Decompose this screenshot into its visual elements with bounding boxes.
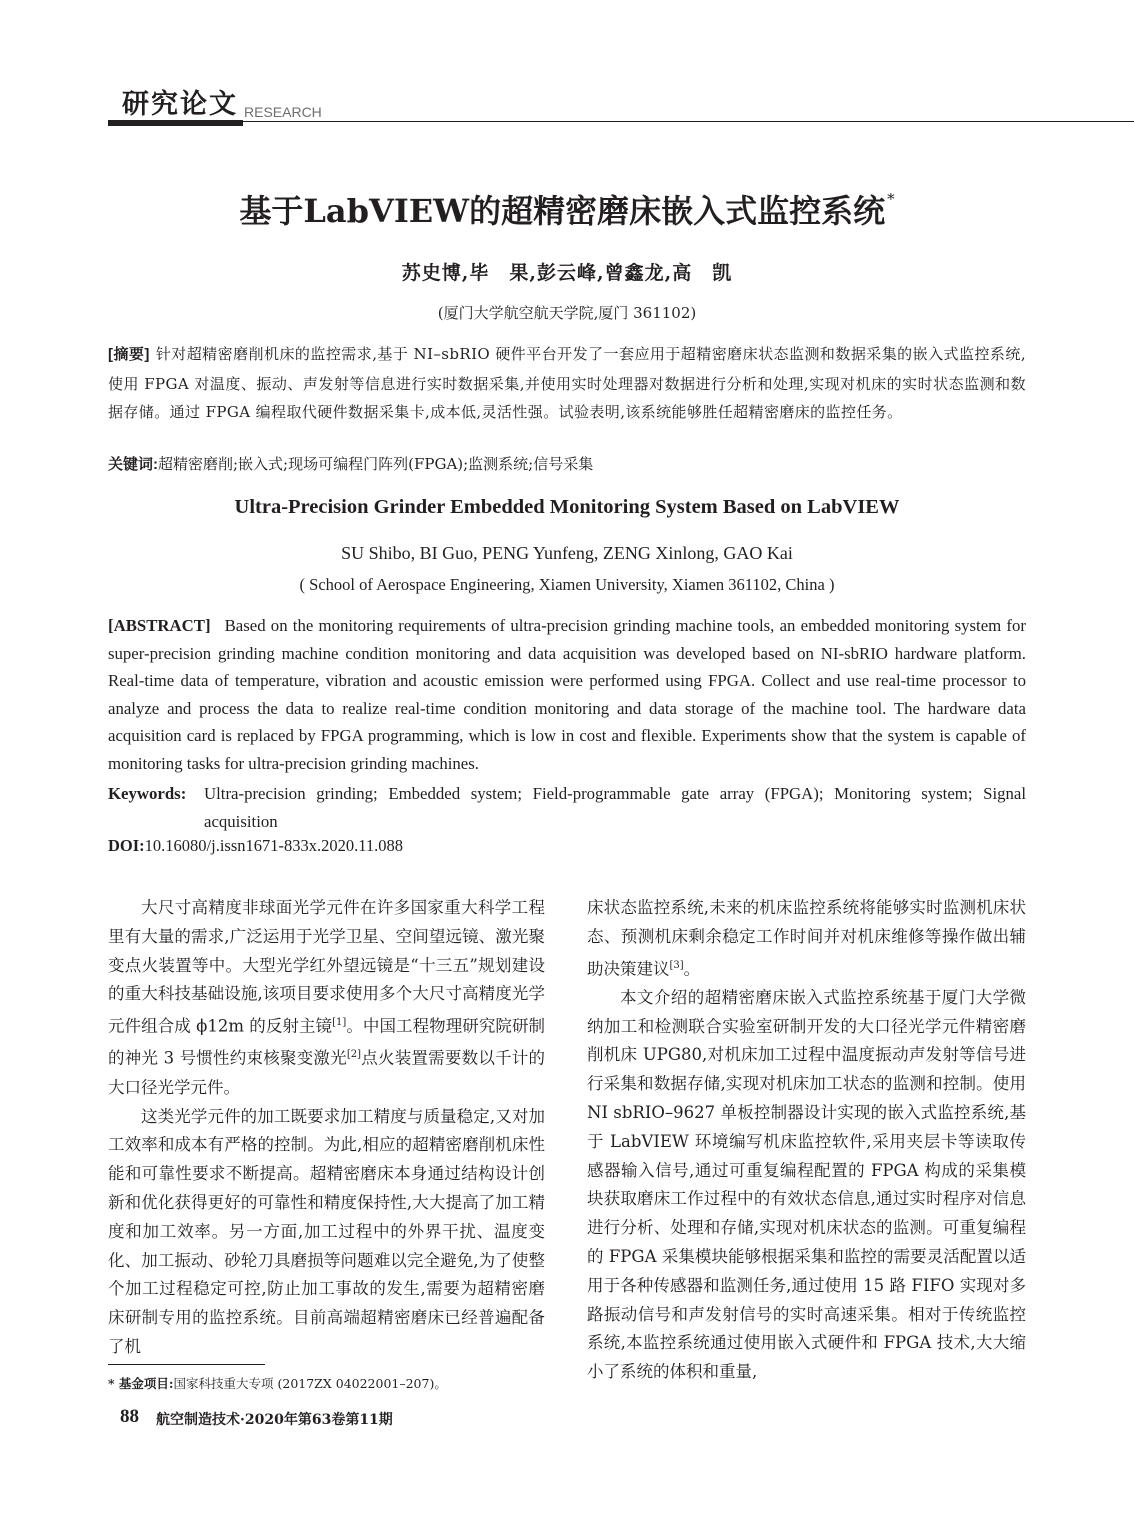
body-text: 大尺寸高精度非球面光学元件在许多国家重大科学工程里有大量的需求,广泛运用于光学卫星、空间望远镜、激光聚变点火装置等中。大型光学红外望远镜是“十三五”规划建设的重大科技基础设施,该项目要求使用多个大尺寸高精度光学元件组合成 ϕ12m 的反射主镜 — [108, 898, 545, 1036]
body-text: 点火装置需要数以千计的大口径光学元件。 — [108, 1048, 545, 1097]
body-text: 。中国工程物理研究院研制的神光 3 号惯性约束核聚变激光 — [108, 1016, 546, 1068]
authors-cn: 苏史博,毕 果,彭云峰,曾鑫龙,高 凯 — [401, 262, 733, 284]
paper-title-text: 基于LabVIEW的超精密磨床嵌入式监控系统 — [239, 192, 886, 230]
title-footnote-mark: * — [887, 190, 895, 209]
page-number: 88 — [120, 1406, 139, 1427]
body-column-right — [587, 894, 1026, 1387]
abstract-en-text: Based on the monitoring requirements of ultra-precision grinding machine tools, an embedded monitoring system for super-precision grinding machine condition monitoring and data acquisition was developed based on NI-sbRIO hardware platform. Real-time data of temperature, vibration and acoustic emission were performed using FPGA. Collect and use real-time processor to analyze and process the data to realize real-time condition monitoring and data storage of the machine tool. The hardware data acquisition card is replaced by FPGA programming, which is low in cost and flexible. Experiments show that the system is capable of monitoring tasks for ultra-precision grinding machines. — [108, 616, 1026, 773]
keywords-cn-text: 超精密磨削;嵌入式;现场可编程门阵列(FPGA);监测系统;信号采集 — [158, 455, 594, 473]
journal-info: 航空制造技术·2020年第63卷第11期 — [156, 1412, 393, 1428]
body-text: 。 — [683, 959, 701, 979]
affiliation-en: ( School of Aerospace Engineering, Xiamen University, Xiamen 361102, China ) — [299, 575, 835, 594]
citation-ref: [1] — [332, 1017, 347, 1029]
doi-label: DOI: — [108, 836, 145, 855]
body-column-left — [108, 894, 545, 1362]
abstract-cn-text: 针对超精密磨削机床的监控需求,基于 NI–sbRIO 硬件平台开发了一套应用于超精密磨床状态监测和数据采集的嵌入式监控系统,使用 FPGA 对温度、振动、声发射等信息进行实时数据采集,并使用实时处理器对数据进行分析和处理,实现对机床的实时状态监测和数据存储。通过 FPGA 编程取代硬件数据采集卡,成本低,灵活性强。试验表明,该系统能够胜任超精密磨床的监控任务。 — [108, 345, 1026, 421]
footnote-rule — [108, 1364, 265, 1365]
body-paragraph: 这类光学元件的加工既要求加工精度与质量稳定,又对加工效率和成本有严格的控制。为此,相应的超精密磨削机床性能和可靠性要求不断提高。超精密磨床本身通过结构设计创新和优化获得更好的可靠性和精度保持性,大大提高了加工精度和加工效率。另一方面,加工过程中的外界干扰、温度变化、加工振动、砂轮刀具磨损等问题难以完全避免,为了使整个加工过程稳定可控,防止加工事故的发生,需要为超精密磨床研制专用的监控系统。目前高端超精密磨床已经普遍配备了机 — [108, 1106, 545, 1356]
abstract-cn — [108, 340, 1026, 427]
body-text: 床状态监控系统,未来的机床监控系统将能够实时监测机床状态、预测机床剩余稳定工作时间并对机床维修等操作做出辅助决策建议 — [587, 898, 1026, 979]
doi — [108, 836, 403, 856]
body-paragraph — [587, 894, 1026, 984]
header-rule-thick — [108, 120, 243, 126]
keywords-cn — [108, 452, 1026, 477]
header-rule — [243, 121, 1134, 122]
keywords-en-label: Keywords: — [108, 784, 187, 803]
section-label: 研究论文 — [122, 89, 238, 120]
authors-en: SU Shibo, BI Guo, PENG Yunfeng, ZENG Xinlong, GAO Kai — [341, 543, 793, 563]
affiliation-cn: (厦门大学航空航天学院,厦门 361102) — [437, 304, 697, 322]
paper-title — [0, 186, 1134, 232]
footnote-text: 国家科技重大专项 (2017ZX 04022001–207)。 — [173, 1376, 447, 1391]
doi-value: 10.16080/j.issn1671-833x.2020.11.088 — [144, 836, 404, 855]
footnote — [108, 1374, 447, 1392]
keywords-en-text: Ultra-precision grinding; Embedded system; Field-programmable gate array (FPGA); Monitoring system; Signal acquisition — [204, 784, 1026, 831]
abstract-en — [108, 612, 1026, 777]
abstract-en-label: [ABSTRACT] — [108, 616, 211, 635]
keywords-cn-label: 关键词: — [108, 456, 158, 473]
citation-ref: [3] — [669, 959, 684, 971]
citation-ref: [2] — [346, 1049, 362, 1061]
section-label-en: RESEARCH — [244, 104, 322, 120]
keywords-en — [108, 780, 1026, 836]
paper-title-en: Ultra-Precision Grinder Embedded Monitoring System Based on LabVIEW — [234, 496, 900, 518]
body-paragraph: 本文介绍的超精密磨床嵌入式监控系统基于厦门大学微纳加工和检测联合实验室研制开发的大口径光学元件精密磨削机床 UPG80,对机床加工过程中温度振动声发射等信号进行采集和数据存储,实现对机床加工状态的监测和控制。使用 NI sbRIO–9627 单板控制器设计实现的嵌入式监控系统,基于 LabVIEW 环境编写机床监控软件,采用夹层卡等读取传感器输入信号,通过可重复编程配置的 FPGA 构成的采集模块获取磨床工作过程中的有效状态信息,通过实时程序对信息进行分析、处理和存储,实现对机床状态的监测。可重复编程的 FPGA 采集模块能够根据采集和监控的需要灵活配置以适用于各种传感器和监测任务,通过使用 15 路 FIFO 实现对多路振动信号和声发射信号的实时高速采集。相对于传统监控系统,本监控系统通过使用嵌入式硬件和 FPGA 技术,大大缩小了系统的体积和重量, — [587, 987, 1026, 1382]
body-paragraph — [108, 894, 545, 1103]
footnote-label: * 基金项目: — [108, 1376, 174, 1391]
abstract-cn-label: [摘要] — [108, 346, 150, 363]
